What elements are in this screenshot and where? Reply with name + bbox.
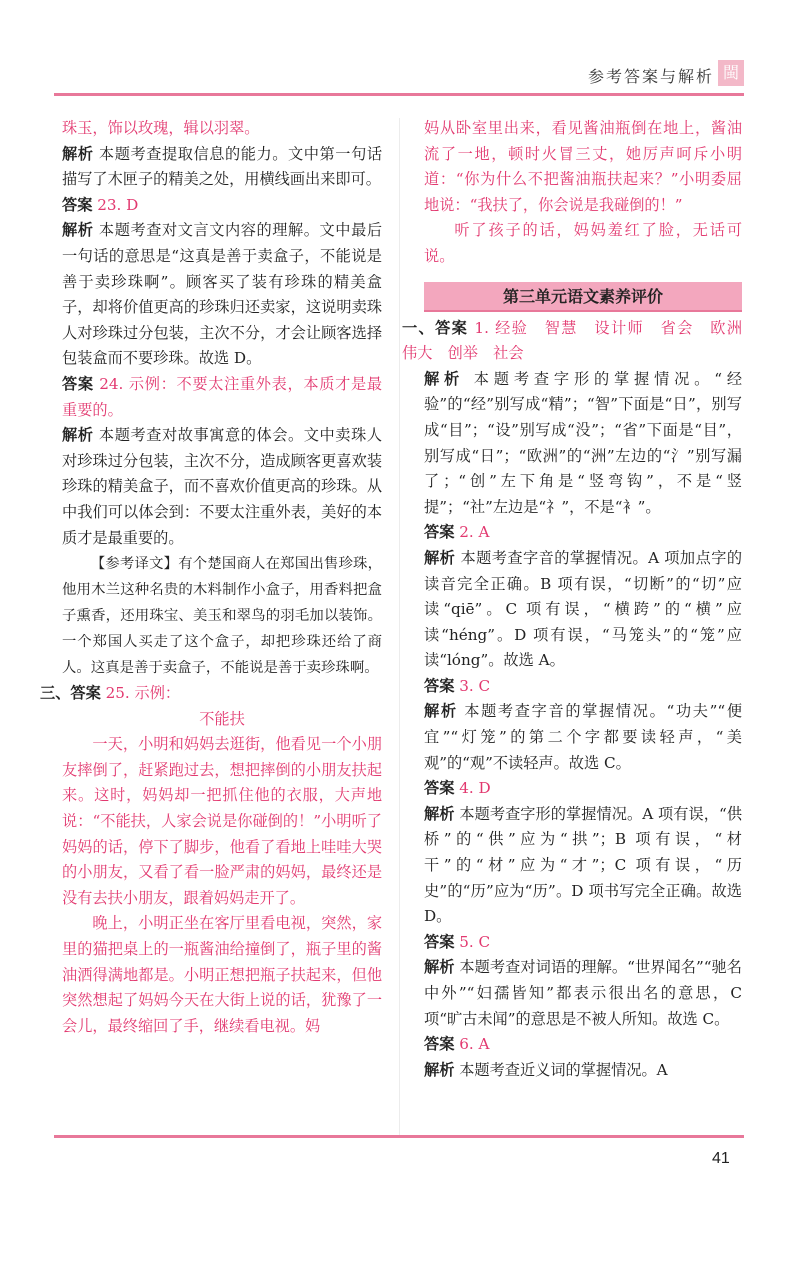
paragraph-text: 本题考查字音的掌握情况。A 项加点字的读音完全正确。B 项有误，“切断”的“切”应读“qiē”。C 项有误，“横跨”的“横”应读“héng”。D 项有误，“马笼头”的“笼”应读“lóng”。故选 A。 xyxy=(424,548,743,670)
analysis-paragraph xyxy=(424,699,742,776)
answer-value: 25. 示例： xyxy=(100,684,181,703)
answer-line xyxy=(40,681,382,707)
header-mark-icon: 閩 xyxy=(718,60,744,86)
essay-title xyxy=(62,707,382,733)
paragraph-text: 本题考查近义词的掌握情况。A xyxy=(454,1060,668,1079)
page-header xyxy=(54,60,744,96)
analysis-paragraph xyxy=(424,546,742,674)
answer-line xyxy=(424,674,742,700)
paragraph xyxy=(62,911,382,1039)
answer-value: 1. 经验 智慧 设计师 省会 欧洲 伟大 创举 社会 xyxy=(402,318,758,363)
paragraph-text: 本题考查字形的掌握情况。“经验”的“经”别写成“精”；“智”下面是“日”，别写成“目”；“设”别写成“没”；“省”下面是“目”，别写成“日”；“欧洲”的“洲”左边的“氵”别写漏了；“创”左下角是“竖弯钩”，不是“竖提”；“社”左边是“礻”，不是“衤”。 xyxy=(424,369,743,516)
paragraph-text: 本题考查对文言文内容的理解。文中最后一句话的意思是“这真是善于卖盒子，不能说是善于卖珍珠啊”。顾客买了装有珍珠的精美盒子，却将价值更高的珍珠归还卖家，这说明卖珠人对珍珠过分包装，主次不分，才会让顾客选择包装盒而不要珍珠。故选 D。 xyxy=(62,221,383,368)
unit-section-banner: 第三单元语文素养评价 xyxy=(424,282,742,312)
answer-line xyxy=(424,520,742,546)
analysis-label: 解析 xyxy=(62,426,94,445)
analysis-paragraph xyxy=(62,218,382,372)
paragraph xyxy=(424,218,742,269)
answer-line xyxy=(402,316,758,367)
analysis-label: 解析 xyxy=(424,804,455,823)
page-number: 41 xyxy=(712,1150,730,1167)
paragraph-text: 本题考查对故事寓意的体会。文中卖珠人对珍珠过分包装，主次不分，造成顾客更喜欢装珍珠的精美盒子，而不喜欢价值更高的珍珠。从中我们可以体会到：不要太注重外表，美好的本质才是最重要的。 xyxy=(62,426,383,547)
answer-line xyxy=(62,193,382,219)
answer-label: 答案 xyxy=(62,374,94,393)
analysis-paragraph xyxy=(424,955,742,1032)
paragraph-text: 本题考查对词语的理解。“世界闻名”“驰名中外”“妇孺皆知”都表示很出名的意思，C 项“旷古未闻”的意思是不被人所知。故选 C。 xyxy=(424,958,742,1028)
answer-line xyxy=(424,930,742,956)
analysis-label: 解析 xyxy=(62,221,94,240)
footer-rule xyxy=(54,1135,744,1138)
analysis-paragraph xyxy=(62,142,382,193)
answer-line xyxy=(424,1032,742,1058)
answer-label: 答案 xyxy=(424,932,455,951)
section-number: 三、 xyxy=(40,684,71,703)
answer-line xyxy=(62,372,382,423)
paragraph-text: 一天，小明和妈妈去逛街，他看见一个小朋友摔倒了，赶紧跑过去，想把摔倒的小朋友扶起来。这时，妈妈却一把抓住他的衣服，大声地说：“不能扶，人家会说是你碰倒的！”小明听了妈妈的话，停下了脚步，他看了看地上哇哇大哭的小朋友，又看了看一脸严肃的妈妈，最终还是没有去扶小朋友，跟着妈妈走开了。 xyxy=(62,735,382,907)
answer-line xyxy=(424,776,742,802)
paragraph xyxy=(62,551,382,681)
section-number: 一、 xyxy=(402,318,436,337)
running-title: 参考答案与解析 xyxy=(587,67,714,86)
paragraph-text: 妈从卧室里出来，看见酱油瓶倒在地上，酱油流了一地，顿时火冒三丈，她厉声呵斥小明道：“你为什么不把酱油瓶扶起来？”小明委屈地说：“我扶了，你会说是我碰倒的！” xyxy=(424,119,742,214)
paragraph-text: 本题考查字形的掌握情况。A 项有误，“供桥”的“供”应为“拱”；B 项有误，“材干”的“材”应为“才”；C 项有误，“历史”的“历”应为“历”。D 项书写完全正确。故选 D。 xyxy=(424,804,743,926)
paragraph-text: 本题考查字音的掌握情况。“功夫”“便宜”“灯笼”的第二个字都要读轻声，“美观”的“观”不读轻声。故选 C。 xyxy=(424,702,743,772)
answer-label: 答案 xyxy=(424,779,455,798)
answer-label: 答案 xyxy=(424,1035,455,1054)
analysis-label: 解析 xyxy=(62,144,94,163)
paragraph-text: 珠玉，饰以玫瑰，辑以羽翠。 xyxy=(62,119,260,137)
analysis-label: 解析 xyxy=(424,702,458,721)
answer-label: 答案 xyxy=(70,684,101,703)
paragraph-text: 本题考查提取信息的能力。文中第一句话描写了木匣子的精美之处，用横线画出来即可。 xyxy=(62,144,383,189)
analysis-paragraph xyxy=(424,367,742,521)
answer-value: 2. A xyxy=(454,523,490,542)
right-column xyxy=(402,116,758,1083)
answer-value: 5. C xyxy=(454,932,491,951)
answer-label: 答案 xyxy=(424,523,455,542)
column-divider xyxy=(399,118,400,1136)
analysis-label: 解析 xyxy=(424,958,455,977)
answer-label: 答案 xyxy=(424,676,455,695)
answer-value: 4. D xyxy=(454,779,491,798)
header-rule xyxy=(54,93,744,96)
paragraph xyxy=(62,116,382,142)
analysis-paragraph xyxy=(62,423,382,551)
paragraph-text: 晚上，小明正坐在客厅里看电视，突然，家里的猫把桌上的一瓶酱油给撞倒了，瓶子里的酱油洒得满地都是。小明正想把瓶子扶起来，但他突然想起了妈妈今天在大街上说的话，犹豫了一会儿，最终缩回了手，继续看电视。妈 xyxy=(62,914,382,1035)
analysis-paragraph xyxy=(424,1058,742,1084)
answer-value: 3. C xyxy=(454,676,491,695)
analysis-label: 解析 xyxy=(424,369,465,388)
answer-value: 6. A xyxy=(454,1035,490,1054)
paragraph xyxy=(62,732,382,911)
analysis-label: 解析 xyxy=(424,1060,455,1079)
paragraph-text: 听了孩子的话，妈妈羞红了脸，无话可说。 xyxy=(424,221,742,265)
answer-label: 答案 xyxy=(435,318,469,337)
left-column xyxy=(40,116,383,1039)
paragraph-text: 不能扶 xyxy=(199,709,245,728)
paragraph xyxy=(424,116,742,218)
answer-label: 答案 xyxy=(62,195,93,214)
answer-value: 24. 示例：不要太注重外表，本质才是最重要的。 xyxy=(62,374,383,419)
paragraph-text: 【参考译文】有个楚国商人在郑国出售珍珠，他用木兰这种名贵的木料制作小盒子，用香料把盒子熏香，还用珠宝、美玉和翠鸟的羽毛加以装饰。一个郑国人买走了这个盒子，却把珍珠还给了商人。这真是善于卖盒子，不能说是善于卖珍珠啊。 xyxy=(62,556,382,677)
analysis-paragraph xyxy=(424,802,742,930)
analysis-label: 解析 xyxy=(424,548,456,567)
answer-value: 23. D xyxy=(92,195,139,214)
